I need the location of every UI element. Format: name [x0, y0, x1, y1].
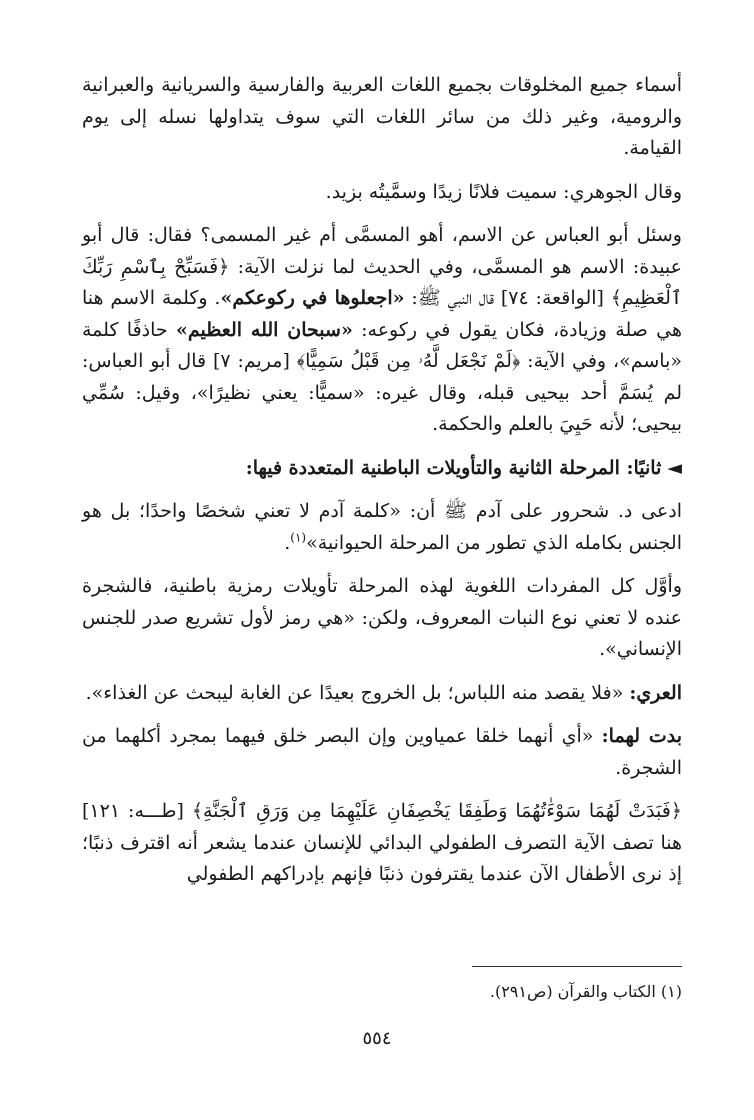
footnote: (١) الكتاب والقرآن (ص٢٩١). [489, 982, 682, 1001]
hadith-quote-1: «اجعلوها في ركوعكم» [220, 287, 405, 309]
paragraph-4-text: ادعى د. شحرور على آدم ﷺ أن: «كلمة آدم لا تعني شخصًا واحدًا؛ بل هو الجنس بكامله الذي تطور من المرحلة الحيوانية» [82, 500, 682, 554]
paragraph-3-end: حاذفًا كلمة «باسم»، وفي الآية: ﴿لَمْ نَجْعَل لَّهُۥ مِن قَبْلُ سَمِيًّا﴾ [مريم: ٧] قال أبو العباس: لم يُسَمَّ أحد بيحيى قبله، وقال غيره: «سميًّا: يعني نظيرًا»، وقيل: سُمِّي بيحيى؛ لأنه حَيِيَ بالعلم والحكمة. [82, 318, 682, 435]
section-heading-text: ثانيًا: المرحلة الثانية والتأويلات الباطنية المتعددة فيها: [245, 456, 662, 479]
paragraph-6 [82, 678, 682, 710]
paragraph-4 [82, 496, 682, 559]
paragraph-3-mid: . وكلمة الاسم هنا هي صلة وزيادة، فكان يقول في ركوعه: [82, 287, 683, 341]
paragraph-7 [82, 721, 682, 784]
arrow-marker-icon: ◄ [667, 456, 682, 479]
paragraph-8: ﴿فَبَدَتْ لَهُمَا سَوْءَٰتُهُمَا وَطَفِقَا يَخْصِفَانِ عَلَيْهِمَا مِن وَرَقِ ٱلْجَنَّةِ﴾ [طـــه: ١٢١] هنا تصف الآية التصرف الطفولي البدائي للإنسان عندما يشعر أنه اقترف ذنبًا؛ إذ نرى الأطفال الآن عندما يقترفون ذنبًا فإنهم بإدراكهم الطفولي [82, 800, 682, 885]
page-number: ٥٥٤ [362, 1028, 392, 1049]
paragraph-7-text: «أي أنهما خلقا عمياوين وإن البصر خلق فيهما بمجرد أكلهما من الشجرة. [82, 725, 682, 779]
paragraph-5: وأوَّل كل المفردات اللغوية لهذه المرحلة تأويلات رمزية باطنية، فالشجرة عنده لا تعني نوع النبات المعروف، ولكن: «هي رمز لأول تشريع صدر للجنس الإنساني». [82, 575, 682, 660]
paragraph-6-text: «فلا يقصد منه اللباس؛ بل الخروج بعيدًا عن الغابة ليبحث عن الغذاء». [85, 681, 630, 704]
footnote-divider [472, 966, 682, 967]
paragraph-3 [82, 220, 682, 441]
paragraph-2: وقال الجوهري: سميت فلانًا زيدًا وسمَّيتُه بزيد. [325, 180, 682, 203]
footnote-reference: (١) [290, 530, 307, 545]
term-label-nakedness: العري: [629, 681, 682, 704]
page-body [82, 70, 682, 891]
paragraph-1: أسماء جميع المخلوقات بجميع اللغات العربية والفارسية والسريانية والعبرانية والرومية، وغير ذلك من سائر اللغات التي سوف يتداولها نسله إلى يوم القيامة. [82, 74, 682, 159]
paragraph-4-end: . [284, 531, 291, 554]
term-label-became-apparent: بدت لهما: [601, 725, 682, 747]
section-heading [82, 453, 682, 485]
paragraph-3-start: وسئل أبو العباس عن الاسم، أهو المسمَّى أم غير المسمى؟ فقال: قال أبو عبيدة: الاسم هو المسمَّى، وفي الحديث لما نزلت الآية: ﴿فَسَبِّحْ بِٱسْمِ رَبِّكَ ٱلْعَظِيمِ﴾ [الواقعة: ٧٤] قال النبي ﷺ: [82, 224, 682, 309]
hadith-quote-2: «سبحان الله العظيم» [175, 318, 353, 341]
